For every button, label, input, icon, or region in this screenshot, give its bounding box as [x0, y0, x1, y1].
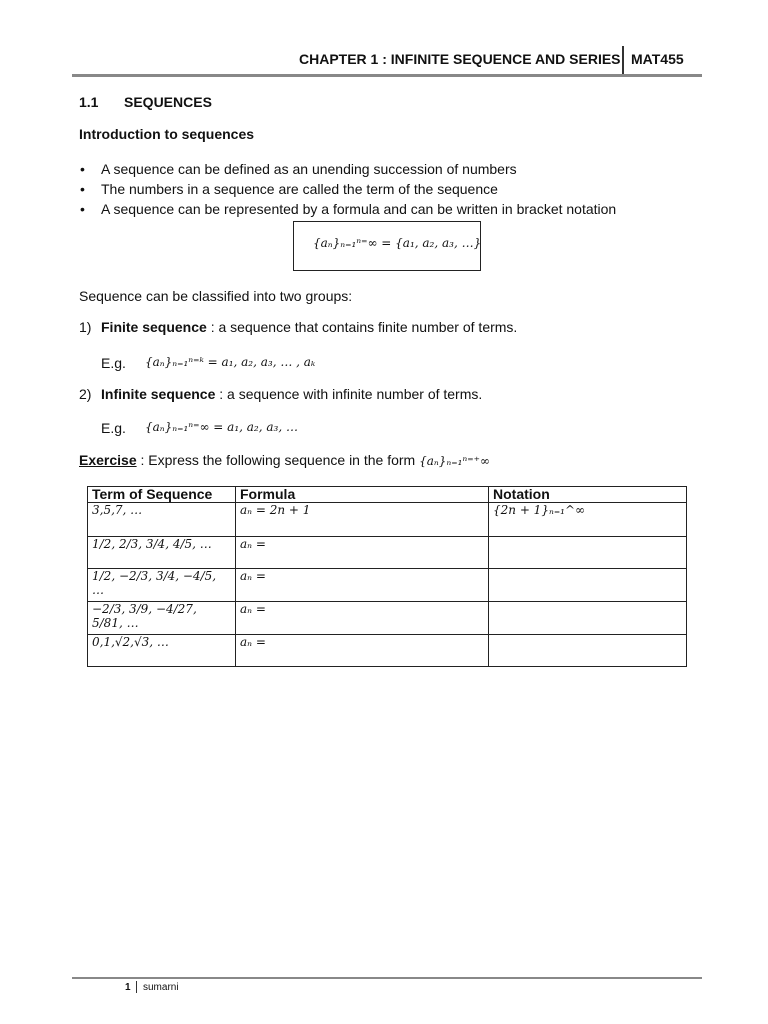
exercise-text: : Express the following sequence in the form: [136, 452, 420, 468]
exercise-line: [79, 452, 490, 468]
notation-cell[interactable]: [489, 537, 687, 569]
exercise-label: Exercise: [79, 452, 137, 468]
finite-sequence-item: [101, 319, 517, 335]
notation-cell[interactable]: [489, 569, 687, 602]
footer-divider: [136, 981, 137, 993]
group-number: 2): [79, 386, 92, 402]
bullet-item: The numbers in a sequence are called the term of the sequence: [101, 181, 498, 197]
table-row: [88, 537, 687, 569]
example-label: E.g.: [101, 355, 126, 371]
exercise-table: [87, 486, 687, 667]
example-formula: {aₙ}ₙ₌₁ⁿ⁼ᵏ = a₁, a₂, a₃, … , aₖ: [145, 355, 316, 369]
bullet-dot: •: [80, 201, 85, 217]
notation-cell[interactable]: {2n + 1}ₙ₌₁^∞: [489, 503, 687, 537]
formula-cell[interactable]: aₙ =: [236, 635, 489, 667]
term-cell: 1/2, −2/3, 3/4, −4/5, …: [88, 569, 236, 602]
bullet-dot: •: [80, 161, 85, 177]
table-row: [88, 503, 687, 537]
intro-heading: Introduction to sequences: [79, 126, 255, 142]
term-description: : a sequence that contains finite number of terms.: [206, 319, 518, 335]
table-header-row: [88, 487, 687, 503]
bullet-dot: •: [80, 181, 85, 197]
section-title: SEQUENCES: [124, 94, 212, 110]
column-header: Notation: [489, 487, 687, 503]
table-row: [88, 569, 687, 602]
chapter-title: CHAPTER 1 : INFINITE SEQUENCE AND SERIES: [299, 51, 621, 67]
header-rule: [72, 74, 702, 77]
term-cell: 1/2, 2/3, 3/4, 4/5, …: [88, 537, 236, 569]
notation-cell[interactable]: [489, 635, 687, 667]
table-row: [88, 602, 687, 635]
exercise-form: {aₙ}ₙ₌₁ⁿ⁼⁺∞: [419, 454, 490, 468]
formula-cell[interactable]: aₙ =: [236, 602, 489, 635]
term-cell: 3,5,7, …: [88, 503, 236, 537]
footer-rule: [72, 977, 702, 979]
example-label: E.g.: [101, 420, 126, 436]
bullet-item: A sequence can be defined as an unending succession of numbers: [101, 161, 517, 177]
bracket-notation-formula: {aₙ}ₙ₌₁ⁿ⁼∞ = {a₁, a₂, a₃, …}: [313, 236, 482, 250]
formula-cell[interactable]: aₙ =: [236, 537, 489, 569]
formula-cell[interactable]: aₙ =: [236, 569, 489, 602]
term-cell: 0,1,√2,√3, …: [88, 635, 236, 667]
table-row: [88, 635, 687, 667]
notation-cell[interactable]: [489, 602, 687, 635]
classify-text: Sequence can be classified into two groups:: [79, 288, 353, 304]
group-number: 1): [79, 319, 92, 335]
term-name: Infinite sequence: [101, 386, 216, 402]
header-divider: [622, 46, 624, 74]
bullet-item: A sequence can be represented by a formula and can be written in bracket notation: [101, 201, 617, 217]
term-description: : a sequence with infinite number of terms.: [215, 386, 483, 402]
column-header: Term of Sequence: [88, 487, 236, 503]
author-name: sumarni: [143, 982, 179, 993]
formula-cell[interactable]: aₙ = 2n + 1: [236, 503, 489, 537]
section-number: 1.1: [79, 94, 99, 110]
column-header: Formula: [236, 487, 489, 503]
course-code: MAT455: [631, 51, 684, 67]
term-name: Finite sequence: [101, 319, 207, 335]
infinite-sequence-item: [101, 386, 482, 402]
term-cell: −2/3, 3/9, −4/27, 5/81, …: [88, 602, 236, 635]
page-number: 1: [125, 982, 131, 993]
example-formula: {aₙ}ₙ₌₁ⁿ⁼∞ = a₁, a₂, a₃, …: [145, 420, 298, 434]
